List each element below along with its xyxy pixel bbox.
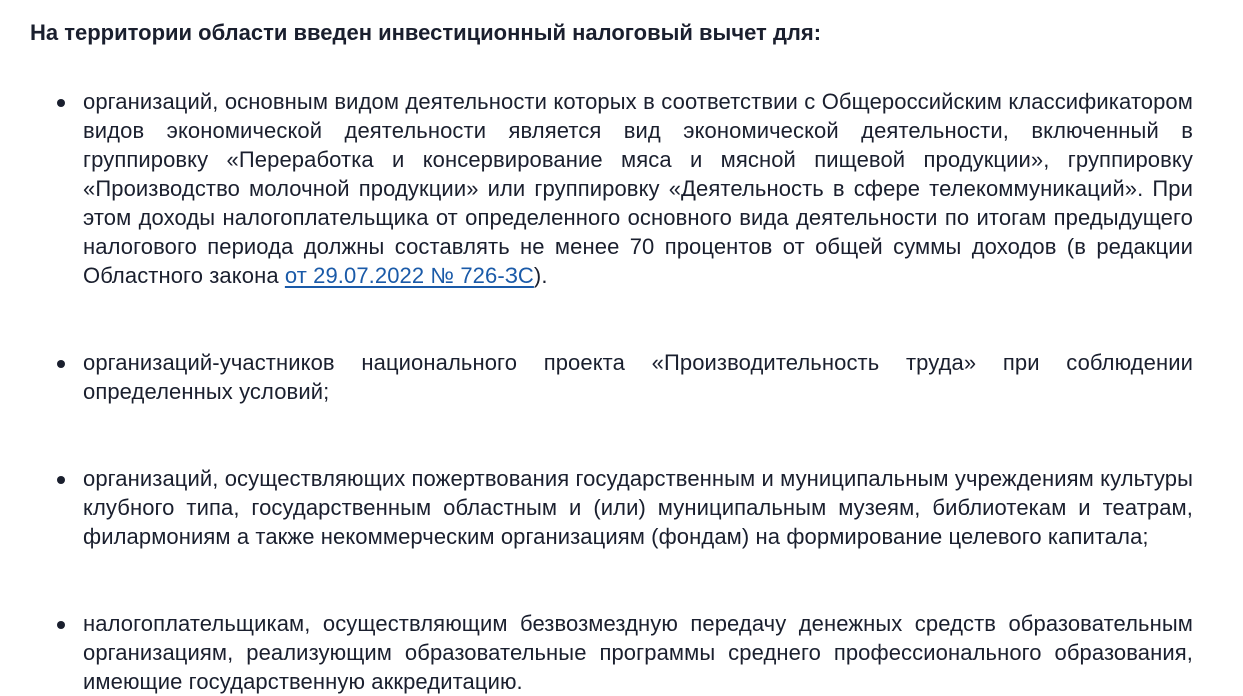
list-item-text: организаций, осуществляющих пожертвования государственным и муниципальным учреждениям культуры клубного типа, государственным областным и (или) муниципальным музеям, библиотекам и театрам, филармониям а также некоммерческим организациям (фондам) на формирование целевого капитала; — [83, 466, 1194, 549]
law-link[interactable]: от 29.07.2022 № 726-ЗС — [284, 263, 534, 288]
bullet-icon — [57, 360, 65, 368]
deduction-list — [0, 87, 1243, 696]
list-item-text-end: ). — [533, 263, 548, 288]
bullet-icon — [57, 99, 65, 107]
list-item-text: налогоплательщикам, осуществляющим безвозмездную передачу денежных средств образовательным организациям, реализующим образовательные программы среднего профессионального образования, имеющие государственную аккредитацию. — [83, 611, 1193, 694]
list-item-education — [0, 609, 1193, 696]
list-item-donations — [0, 464, 1193, 551]
bullet-icon — [57, 621, 65, 629]
list-item-text: организаций-участников национального проекта «Производительность труда» при соблюдении определенных условий; — [83, 350, 1193, 404]
list-item-text: организаций, основным видом деятельности которых в соответствии с Общероссийским классификатором видов экономической деятельности является вид экономической деятельности, включенный в группировку «Переработка и консервирование мяса и мясной пищевой продукции», группировку «Производство молочной продукции» или группировку «Деятельность в сфере телекоммуникаций». При этом доходы налогоплательщика от определенного основного вида деятельности по итогам предыдущего налогового периода должны составлять не менее 70 процентов от общей суммы доходов (в редакции Областного закона — [83, 89, 1193, 288]
section-heading: На территории области введен инвестиционный налоговый вычет для: — [30, 20, 822, 45]
list-item-labor-productivity — [0, 348, 1193, 406]
list-item-food-telecom — [0, 87, 1193, 290]
bullet-icon — [57, 476, 65, 484]
